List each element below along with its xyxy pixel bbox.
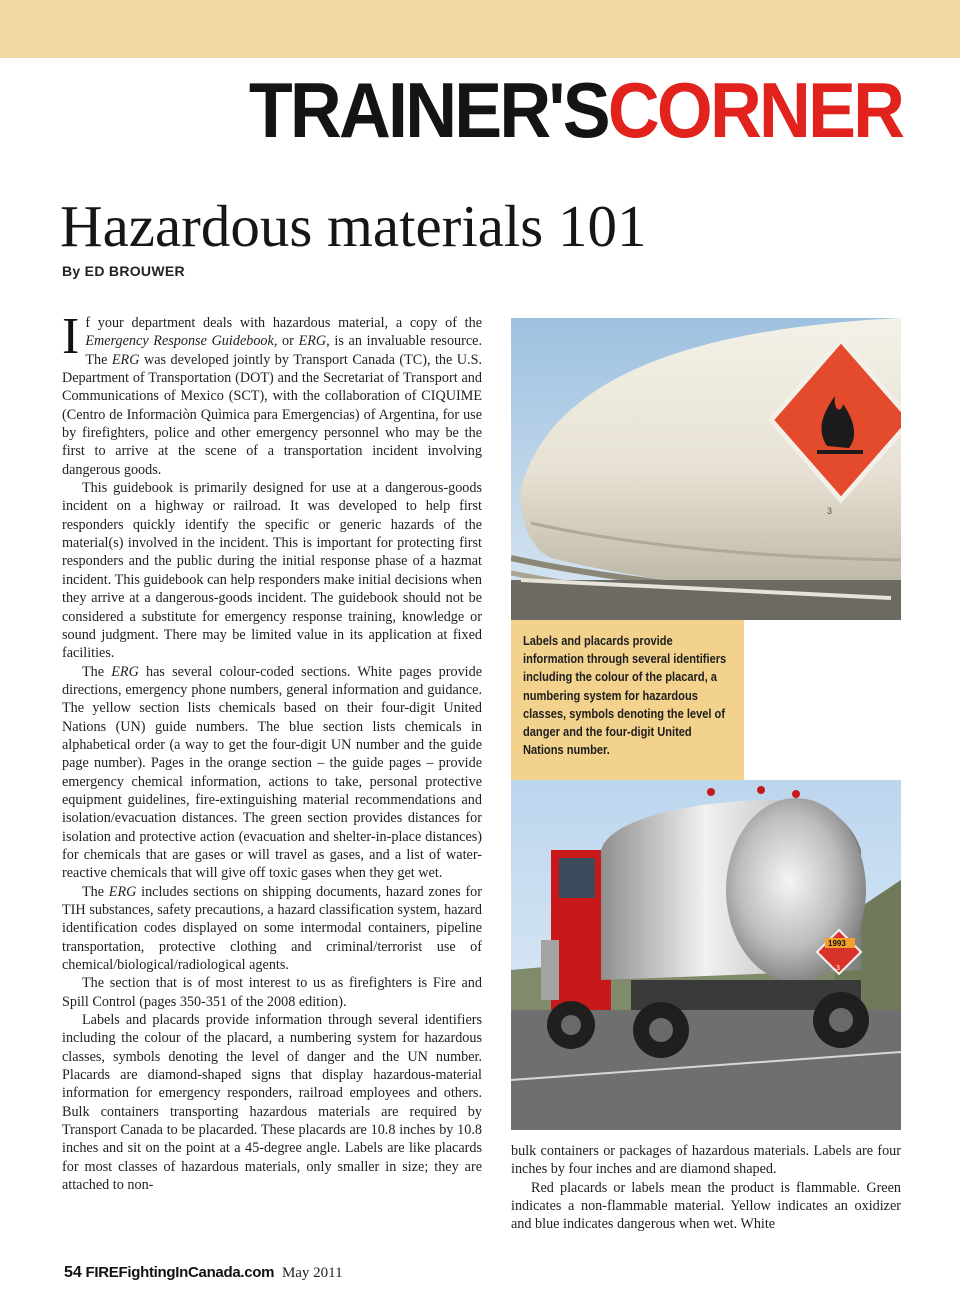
- article-paragraph-6: Labels and placards provide information through several identifiers including the colour of the placard, a numbering system for hazardous classes, symbols denoting the level of danger and the UN number. Placards are diamond-shaped signs that display hazardous-material information for emergency responders, railroad employees and others. Bulk containers transporting hazardous materials are required by Transport Canada to be placarded. These placards are 10.8 inches by 10.8 inches and sit on the point at a 45-degree angle. Labels are like placards for most classes of hazardous materials, only smaller in size; they are attached to non-: [62, 1012, 482, 1194]
- article-byline: By ED BROUWER: [62, 263, 185, 279]
- placard-number-small: 3: [827, 506, 833, 516]
- guidebook-title: Emergency Response Guidebook: [85, 333, 274, 350]
- article-column-right: [511, 1142, 901, 1234]
- article-paragraph-6-continued: bulk containers or packages of hazardous materials. Labels are four inches by four inches and are diamond shaped.: [511, 1143, 901, 1178]
- article-paragraph-2: This guidebook is primarily designed for use at a dangerous-goods incident on a highway or railroad. It was developed to help first responders quickly identify the specific or generic hazards of the material(s) involved in the incident. This is important for protecting first responders and the public during the initial response phase of a hazmat incident. This guidebook can help responders make initial decisions when they arrive at a dangerous-goods incident. The guidebook should not be considered a substitute for emergency response training, knowledge or sound judgment. There may be limited value in its application at fixed facilities.: [62, 480, 482, 662]
- un-number: 1993: [828, 939, 846, 948]
- tanker-placard-photo: [511, 318, 901, 620]
- page-footer: [64, 1264, 343, 1282]
- photo-caption-box: [511, 620, 744, 780]
- drop-cap: I: [62, 308, 80, 365]
- masthead-trainers: TRAINER'S: [248, 66, 608, 154]
- photo-caption: Labels and placards provide information through several identifiers including the colour of the placard, a numbering system for hazardous classes, symbols denoting the level of danger and the four-digit United Nations number.: [523, 634, 727, 758]
- placard-class: 3: [836, 965, 840, 972]
- article-paragraph-4: The ERG includes sections on shipping documents, hazard zones for TIH substances, safety precautions, a hazard classification system, hazard identification codes displayed on some intermodal containers, pipeline transportation, protective clothing and criminal/terrorist use of chemical/biological/radiological agents.: [62, 883, 482, 974]
- footer-site: FIREFightingInCanada.com: [85, 1264, 275, 1281]
- article-paragraph-7: Red placards or labels mean the product is flammable. Green indicates a non-flammable material. Yellow indicates an oxidizer and blue indicates dangerous when wet. White: [511, 1179, 901, 1233]
- tanker-truck-photo: [511, 780, 901, 1130]
- page-number: 54: [64, 1264, 82, 1281]
- masthead-corner: CORNER: [607, 66, 902, 154]
- article-paragraph-5: The section that is of most interest to us as firefighters is Fire and Spill Control (pages 350-351 of the 2008 edition).: [62, 975, 482, 1010]
- article-paragraph-1: If your department deals with hazardous material, a copy of the Emergency Response Guidebook, or ERG, is an invaluable resource. The ERG was developed jointly by Transport Canada (TC), the U.S. Department of Transportation (DOT) and the Secretariat of Transport and Communications of Mexico (SCT), with the collaboration of CIQUIME (Centro de Informaciòn Quìmica para Emergencias) of Argentina, for use by firefighters, police and other emergency personnel who may be the first to arrive at the scene of a transportation incident involving dangerous goods.: [62, 308, 483, 478]
- footer-date: May 2011: [281, 1265, 343, 1281]
- article-title: Hazardous materials 101: [60, 193, 647, 259]
- article-paragraph-3: The ERG has several colour-coded sections. White pages provide directions, emergency phone numbers, general information and guidance. The yellow section lists chemicals based on their four-digit United Nations (UN) guide numbers. The blue section lists chemicals in alphabetical order (a way to get the four-digit UN number and the guide page number). Pages in the orange section – the guide pages – provide emergency chemical information, actions to take, personal protective equipment guidelines, fire-extinguishing material recommendations and isolation/evacuation distances. The green section provides distances for isolation and protective action (evacuation and shelter-in-place distances) for chemicals that are gases or will travel as gases, and a list of water-reactive chemicals that will give off toxic gases when they get wet.: [62, 663, 482, 882]
- article-column-left: [62, 308, 483, 1195]
- top-color-band: [0, 0, 960, 58]
- section-masthead: [248, 66, 902, 154]
